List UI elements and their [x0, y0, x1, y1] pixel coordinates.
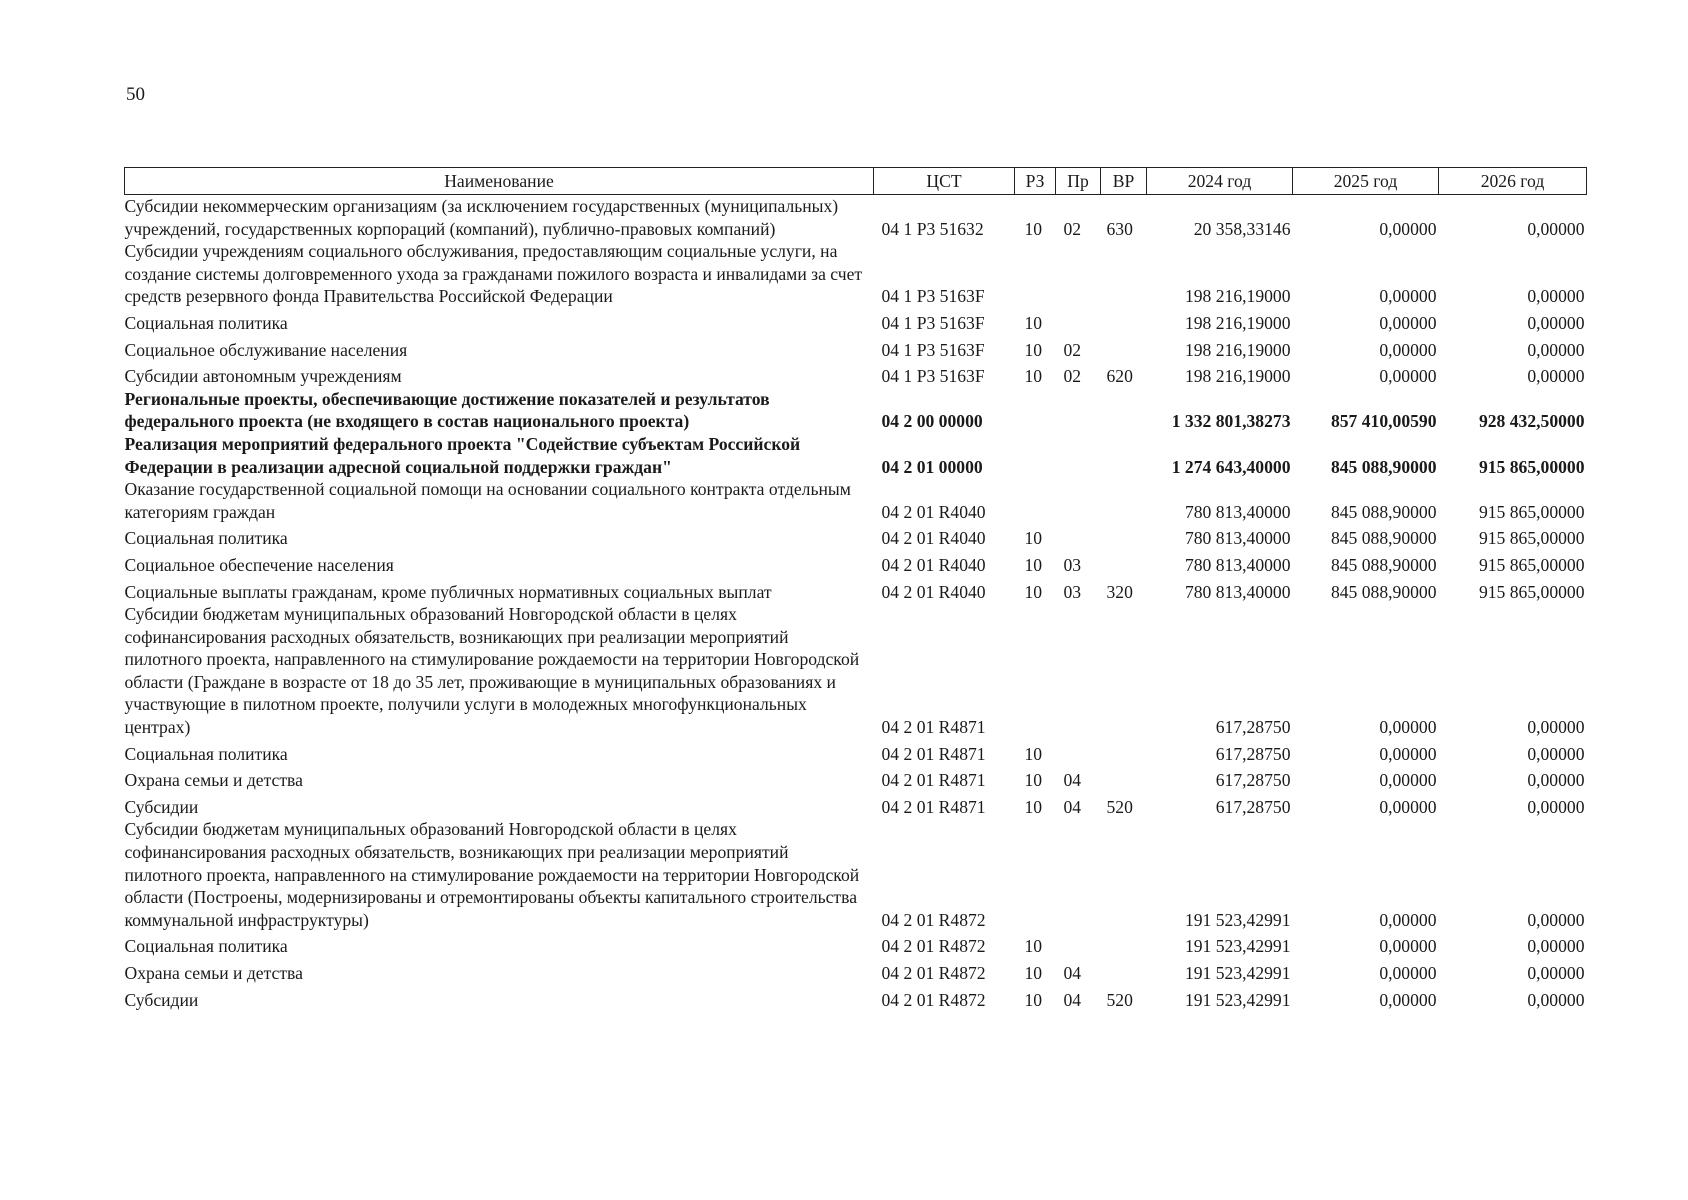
row-pr — [1056, 433, 1101, 478]
row-2025-value: 845 088,90000 — [1330, 554, 1437, 575]
row-rz — [1015, 818, 1056, 931]
row-vr: 620 — [1106, 366, 1133, 387]
row-name: Охрана семьи и детства — [124, 963, 303, 983]
row-cst: 04 2 01 R4872 — [881, 989, 986, 1010]
row-2025-value: 0,00000 — [1379, 743, 1437, 764]
row-rz — [1015, 240, 1056, 308]
row-rz: 10 — [1024, 936, 1043, 957]
table-row — [125, 308, 1587, 335]
row-2025-value: 0,00000 — [1379, 963, 1437, 983]
table-row — [125, 958, 1587, 985]
row-2024-value: 198 216,19000 — [1184, 339, 1291, 360]
row-2026-value: 0,00000 — [1527, 909, 1585, 930]
row-2026-value: 915 865,00000 — [1478, 528, 1585, 549]
row-2026-value: 0,00000 — [1527, 312, 1585, 333]
row-2024-value: 191 523,42991 — [1184, 909, 1291, 930]
row-name: Реализация мероприятий федерального проекта "Содействие субъектам Российской Федерации в реализации адресной социальной поддержки граждан" — [124, 433, 801, 477]
header-cst: ЦСТ — [874, 168, 1015, 195]
row-vr — [1101, 478, 1147, 523]
row-2025-value: 0,00000 — [1379, 717, 1437, 738]
table-row — [125, 240, 1587, 308]
row-pr — [1056, 523, 1101, 550]
row-pr: 02 — [1063, 339, 1082, 360]
row-pr: 04 — [1063, 796, 1082, 817]
table-header-row — [125, 168, 1587, 195]
row-name: Субсидии — [124, 796, 199, 817]
table-row — [125, 335, 1587, 362]
row-2024-value: 198 216,19000 — [1184, 286, 1291, 307]
row-2024-value: 780 813,40000 — [1184, 554, 1291, 575]
row-2026-value: 0,00000 — [1527, 796, 1585, 817]
header-2025: 2025 год — [1293, 168, 1439, 195]
row-name: Социальные выплаты гражданам, кроме публичных нормативных социальных выплат — [124, 581, 772, 602]
row-2026-value: 0,00000 — [1527, 717, 1585, 738]
budget-table — [124, 167, 1587, 1011]
table-row — [125, 433, 1587, 478]
row-2025-value: 0,00000 — [1379, 339, 1437, 360]
row-name: Региональные проекты, обеспечивающие достижение показателей и результатов федерального проекта (не входящего в состав национального проекта) — [124, 388, 770, 432]
row-2024-value: 617,28750 — [1215, 770, 1291, 791]
row-2026-value: 928 432,50000 — [1478, 411, 1585, 432]
row-2024-value: 198 216,19000 — [1184, 312, 1291, 333]
row-2024-value: 191 523,42991 — [1184, 989, 1291, 1010]
row-name: Социальное обеспечение населения — [124, 554, 394, 575]
row-2025-value: 0,00000 — [1379, 366, 1437, 387]
row-pr — [1056, 388, 1101, 433]
header-name: Наименование — [125, 168, 874, 195]
row-2025-value: 0,00000 — [1379, 909, 1437, 930]
row-pr — [1056, 603, 1101, 739]
row-pr — [1056, 931, 1101, 958]
row-name: Социальная политика — [124, 312, 288, 333]
row-rz — [1015, 478, 1056, 523]
row-vr — [1101, 335, 1147, 362]
row-2026-value: 0,00000 — [1527, 339, 1585, 360]
row-rz: 10 — [1024, 770, 1043, 791]
row-cst: 04 2 00 00000 — [881, 411, 983, 432]
row-2024-value: 20 358,33146 — [1193, 218, 1291, 239]
table-row — [125, 765, 1587, 792]
row-2026-value: 0,00000 — [1527, 366, 1585, 387]
table-row — [125, 931, 1587, 958]
row-2025-value: 845 088,90000 — [1330, 528, 1437, 549]
row-2026-value: 915 865,00000 — [1478, 581, 1585, 602]
row-name: Субсидии бюджетам муниципальных образований Новгородской области в целях софинансирования расходных обязательств, возникающих при реализации мероприятий пилотного проекта, направленного на стимулирование рождаемости на территории Новгородской области (Построены, модернизированы и отремонтированы объекты капитального строительства коммунальной инфраструктуры) — [124, 819, 860, 930]
row-rz: 10 — [1024, 366, 1043, 387]
row-cst: 04 2 01 00000 — [881, 456, 983, 477]
row-2026-value: 0,00000 — [1527, 936, 1585, 957]
row-pr: 04 — [1063, 989, 1082, 1010]
header-rz: РЗ — [1015, 168, 1056, 195]
row-name: Субсидии учреждениям социального обслуживания, предоставляющим социальные услуги, на создание системы долговременного ухода за гражданами пожилого возраста и инвалидами за счет средств резервного фонда Правительства Российской Федерации — [124, 241, 863, 307]
header-2026: 2026 год — [1439, 168, 1587, 195]
row-2026-value: 0,00000 — [1527, 743, 1585, 764]
row-pr: 04 — [1063, 770, 1082, 791]
row-2026-value: 0,00000 — [1527, 218, 1585, 239]
row-rz: 10 — [1024, 743, 1043, 764]
page-number: 50 — [126, 84, 145, 105]
row-cst: 04 1 Р3 5163F — [881, 312, 985, 333]
row-2025-value: 0,00000 — [1379, 936, 1437, 957]
row-2025-value: 845 088,90000 — [1330, 581, 1437, 602]
header-vr: ВР — [1101, 168, 1147, 195]
row-vr: 520 — [1106, 796, 1133, 817]
table-row — [125, 603, 1587, 739]
row-cst: 04 2 01 R4040 — [881, 528, 986, 549]
table-row — [125, 195, 1587, 241]
row-name: Охрана семьи и детства — [124, 770, 303, 791]
table-row — [125, 388, 1587, 433]
row-rz: 10 — [1024, 554, 1043, 575]
row-cst: 04 2 01 R4872 — [881, 909, 986, 930]
row-vr: 320 — [1106, 581, 1133, 602]
row-cst: 04 1 Р3 51632 — [881, 218, 984, 239]
header-2024: 2024 год — [1147, 168, 1293, 195]
row-cst: 04 2 01 R4040 — [881, 554, 986, 575]
row-2026-value: 915 865,00000 — [1478, 501, 1585, 522]
table-row — [125, 523, 1587, 550]
row-name: Социальное обслуживание населения — [124, 339, 408, 360]
row-cst: 04 1 Р3 5163F — [881, 286, 985, 307]
row-vr — [1101, 433, 1147, 478]
row-pr — [1056, 739, 1101, 766]
row-pr: 02 — [1063, 366, 1082, 387]
row-vr — [1101, 240, 1147, 308]
row-pr: 03 — [1063, 554, 1082, 575]
row-2025-value: 845 088,90000 — [1330, 501, 1437, 522]
row-2024-value: 617,28750 — [1215, 743, 1291, 764]
row-2024-value: 1 274 643,40000 — [1171, 456, 1291, 477]
row-vr — [1101, 308, 1147, 335]
row-rz: 10 — [1024, 963, 1043, 983]
row-name: Субсидии — [124, 989, 199, 1010]
row-cst: 04 2 01 R4872 — [881, 963, 986, 983]
row-2024-value: 191 523,42991 — [1184, 936, 1291, 957]
row-pr: 02 — [1063, 218, 1082, 239]
row-rz: 10 — [1024, 581, 1043, 602]
row-2026-value: 0,00000 — [1527, 770, 1585, 791]
table-row — [125, 577, 1587, 604]
row-cst: 04 1 Р3 5163F — [881, 366, 985, 387]
row-2025-value: 857 410,00590 — [1330, 411, 1437, 432]
row-vr: 630 — [1106, 218, 1133, 239]
row-cst: 04 2 01 R4871 — [881, 770, 986, 791]
row-2025-value: 0,00000 — [1379, 218, 1437, 239]
row-pr — [1056, 240, 1101, 308]
table-row — [125, 985, 1587, 1012]
row-vr — [1101, 765, 1147, 792]
row-2026-value: 915 865,00000 — [1478, 554, 1585, 575]
row-rz — [1015, 433, 1056, 478]
row-vr — [1101, 739, 1147, 766]
row-rz: 10 — [1024, 218, 1043, 239]
row-name: Социальная политика — [124, 528, 288, 549]
table-row — [125, 361, 1587, 388]
row-cst: 04 1 Р3 5163F — [881, 339, 985, 360]
row-2024-value: 617,28750 — [1215, 717, 1291, 738]
row-vr — [1101, 931, 1147, 958]
row-vr — [1101, 388, 1147, 433]
table-row — [125, 818, 1587, 931]
row-2026-value: 0,00000 — [1527, 989, 1585, 1010]
row-name: Субсидии автономным учреждениям — [124, 366, 402, 387]
row-2024-value: 191 523,42991 — [1184, 963, 1291, 983]
row-rz — [1015, 603, 1056, 739]
row-rz: 10 — [1024, 796, 1043, 817]
row-2025-value: 0,00000 — [1379, 989, 1437, 1010]
row-vr — [1101, 818, 1147, 931]
row-rz: 10 — [1024, 989, 1043, 1010]
row-name: Субсидии некоммерческим организациям (за исключением государственных (муниципальных) учреждений, государственных корпораций (компаний), публично-правовых компаний) — [124, 196, 839, 239]
table-body — [125, 195, 1587, 1012]
row-2024-value: 780 813,40000 — [1184, 501, 1291, 522]
row-rz: 10 — [1024, 312, 1043, 333]
row-2024-value: 780 813,40000 — [1184, 528, 1291, 549]
row-cst: 04 2 01 R4871 — [881, 796, 986, 817]
row-2025-value: 845 088,90000 — [1330, 456, 1437, 477]
row-2026-value: 915 865,00000 — [1478, 456, 1585, 477]
row-pr: 04 — [1063, 963, 1082, 983]
row-vr: 520 — [1106, 989, 1133, 1010]
row-2025-value: 0,00000 — [1379, 286, 1437, 307]
row-2025-value: 0,00000 — [1379, 796, 1437, 817]
row-name: Социальная политика — [124, 936, 288, 957]
row-vr — [1101, 523, 1147, 550]
row-2024-value: 780 813,40000 — [1184, 581, 1291, 602]
row-rz — [1015, 388, 1056, 433]
row-2024-value: 617,28750 — [1215, 796, 1291, 817]
row-pr — [1056, 308, 1101, 335]
row-2024-value: 1 332 801,38273 — [1171, 411, 1291, 432]
row-vr — [1101, 603, 1147, 739]
table-row — [125, 550, 1587, 577]
row-pr — [1056, 478, 1101, 523]
row-cst: 04 2 01 R4040 — [881, 501, 986, 522]
row-vr — [1101, 550, 1147, 577]
row-pr — [1056, 818, 1101, 931]
row-pr: 03 — [1063, 581, 1082, 602]
row-2026-value: 0,00000 — [1527, 286, 1585, 307]
row-2026-value: 0,00000 — [1527, 963, 1585, 983]
row-cst: 04 2 01 R4040 — [881, 581, 986, 602]
header-pr: Пр — [1056, 168, 1101, 195]
row-2025-value: 0,00000 — [1379, 770, 1437, 791]
row-2025-value: 0,00000 — [1379, 312, 1437, 333]
row-cst: 04 2 01 R4872 — [881, 936, 986, 957]
row-rz: 10 — [1024, 339, 1043, 360]
table-row — [125, 792, 1587, 819]
table-row — [125, 739, 1587, 766]
table-row — [125, 478, 1587, 523]
row-rz: 10 — [1024, 528, 1043, 549]
row-2024-value: 198 216,19000 — [1184, 366, 1291, 387]
row-vr — [1101, 958, 1147, 985]
row-name: Социальная политика — [124, 743, 288, 764]
row-cst: 04 2 01 R4871 — [881, 743, 986, 764]
row-name: Субсидии бюджетам муниципальных образований Новгородской области в целях софинансирования расходных обязательств, возникающих при реализации мероприятий пилотного проекта, направленного на стимулирование рождаемости на территории Новгородской области (Граждане в возрасте от 18 до 35 лет, проживающие в муниципальных образованиях и участвующие в пилотном проекте, получили услуги в молодежных многофункциональных центрах) — [124, 604, 860, 738]
row-cst: 04 2 01 R4871 — [881, 717, 986, 738]
row-name: Оказание государственной социальной помощи на основании социального контракта отдельным категориям граждан — [124, 479, 851, 522]
